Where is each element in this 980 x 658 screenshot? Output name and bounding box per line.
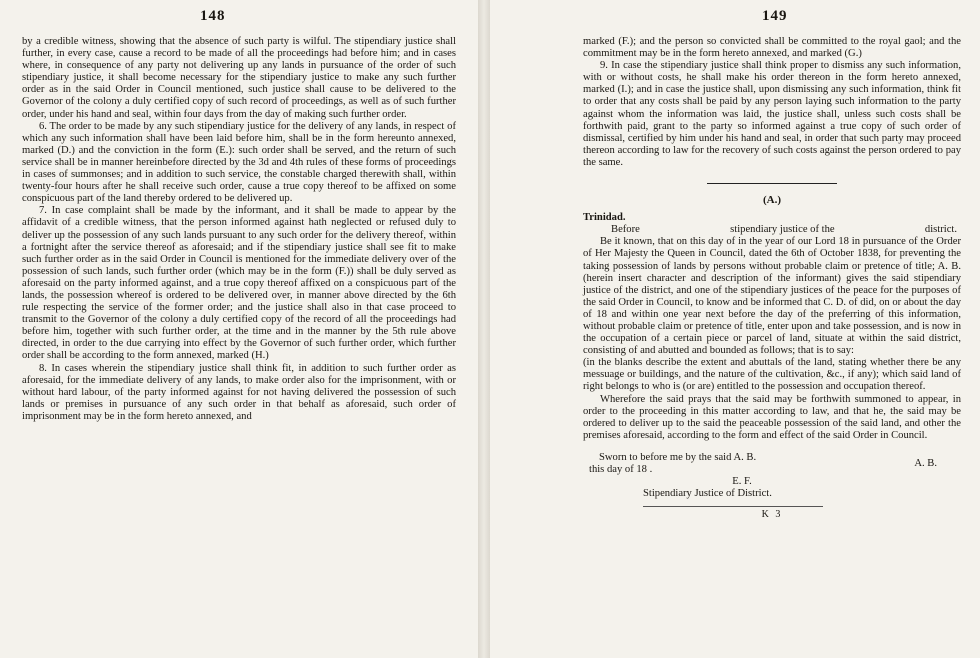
paragraph: by a credible witness, showing that the absence of such party is wilful. The stipendiary justice shall further, in every case, cause a record to be made of all the proceedings had before him; and in cases where, in consequence of any party not delivering up any lands in pursuance of the order of such stipendiary justice, it shall become necessary for the stipendiary justice to make any such further order as in the said Order in Council mentioned, such justice shall cause to be delivered to the Governor of the colony a duly certified copy of such record of proceedings, as well as of such further order, under his hand and seal, within four days from the day of making such further order. bbox=[22, 36, 456, 120]
right-page bbox=[490, 0, 980, 658]
jurat bbox=[583, 452, 961, 500]
footer-rule bbox=[643, 506, 823, 507]
page-number-left: 148 bbox=[200, 8, 226, 24]
before-district: district. bbox=[924, 224, 957, 236]
form-prayer: Wherefore the said prays that the said may be forthwith summoned to appear, in order to the proceeding in this matter according to law, and that he, the said may be ordered to deliver up to the said the peaceable possession of the said land, and other the premises aforesaid, according to the form and effect of the said Order in Council. bbox=[583, 393, 961, 441]
paragraph: 7. In case complaint shall be made by the informant, and it shall be made to appear by the affidavit of a credible witness, that the person informed against hath neglected or refused duly to deliver up the possession of any such lands pursuant to any such order for the delivery thereof, within a fortnight after the service thereof as aforesaid; and if the stipendiary justice shall see fit to make such further order as in the said Order in Council is mentioned for the immediate delivery over of the possession of such lands, such further order (which may be in the form (F.)) shall be duly served as aforesaid on the party informed against, and a true copy thereof affixed on a conspicuous part of the lands, the possession whereof is ordered to be delivered over, in manner above directed by the 6th rule respecting the service of the former order; and the justice shall also in that case proceed to transmit to the Governor of the colony a duly certified copy of the record of all the proceedings had before him, together with such further order, at the time and in the manner by the 5th rule above directed, in order to the due carrying into effect by the Governor of such further order, which further order shall be according to the form annexed, marked (H.) bbox=[22, 205, 456, 362]
right-text-block bbox=[583, 36, 961, 521]
left-page bbox=[0, 0, 478, 658]
sworn-line: Sworn to before me by the said A. B. bbox=[599, 451, 757, 463]
before-label: Before bbox=[611, 224, 640, 236]
signature-mark: K 3 bbox=[761, 509, 783, 521]
paragraph: 9. In case the stipendiary justice shall think proper to dismiss any such information, with or without costs, he shall make his order thereon in the form hereto annexed, marked (I.); and in case the justice shall, upon dismissing any such information, think fit to order that any costs shall be paid by any person laying such information to the party against whom the information was laid, the justice shall, unless such costs shall be forthwith paid, grant to the party so informed against a true copy of such order of dismissal, certified by him under his hand and seal, in order that such party may proceed thereon according to law for the recovery of such costs against the person ordered to pay the same. bbox=[583, 60, 961, 168]
form-place: Trinidad. bbox=[583, 212, 626, 224]
signature-ef: E. F. bbox=[732, 476, 752, 488]
left-text-block bbox=[22, 36, 456, 423]
form-instruction: (in the blanks describe the extent and abuttals of the land, stating whether there be any messuage or buildings, and the nature of the cultivation, &c., if any); which said land of right belongs to who is (or are) entitled to the possession and occupation thereof. bbox=[583, 357, 961, 393]
form-title: (A.) bbox=[762, 194, 782, 207]
before-mid: stipendiary justice of the bbox=[730, 224, 835, 236]
signature-ab: A. B. bbox=[914, 457, 937, 469]
before-line bbox=[583, 224, 961, 236]
book-gutter bbox=[478, 0, 490, 658]
justice-line: Stipendiary Justice of District. bbox=[643, 488, 772, 500]
paragraph: marked (F.); and the person so convicted shall be committed to the royal gaol; and the commitment may be in the form hereto annexed, and marked (G.) bbox=[583, 36, 961, 60]
this-day-line: this day of 18 . bbox=[589, 464, 653, 475]
form-body: Be it known, that on this day of in the year of our Lord 18 in pursuance of the Order of Her Majesty the Queen in Council, dated the 6th of October 1838, for preventing the taking possession of lands by persons without probable claim or pretence of title; A. B. (herein insert character and description of the informant) gives the said stipendiary justice of the district, and one of the stipendiary justices of the peace for the purposes of the said Order in Council, to know and be informed that C. D. of did, on or about the day of 18 and within one year next before the day of the preferring of this information, without probable claim or pretence of title, enter upon and take possession, and is now in the occupation of a certain piece or parcel of land, situate at within the said district, consisting of and abutted and bounded as follows; that is to say: bbox=[583, 236, 961, 357]
page-number-right: 149 bbox=[762, 8, 788, 24]
paragraph: 8. In cases wherein the stipendiary justice shall think fit, in addition to such further order as aforesaid, for the immediate delivery of any lands, to make order also for the imprisonment, with or without hard labour, of the party informed against for not having delivered the possession of such lands or premises in pursuance of any such order in that behalf as aforesaid, such order of imprisonment may be in the form hereto annexed, and bbox=[22, 362, 456, 422]
section-divider bbox=[707, 183, 837, 184]
paragraph: 6. The order to be made by any such stipendiary justice for the delivery of any lands, in respect of which any such information shall have been laid before him, shall be in the form hereunto annexed, marked (D.) and the conviction in the form (E.): such order shall be served, and the return of such service shall be in manner hereinbefore directed by the 3d and 4th rules of these forms of proceedings in cases of summonses; and in addition to such service, the constable charged therewith shall, within twenty-four hours after he shall receive such order, cause a true copy thereof to be affixed on some conspicuous part of the land thereby ordered to be delivered up. bbox=[22, 120, 456, 205]
